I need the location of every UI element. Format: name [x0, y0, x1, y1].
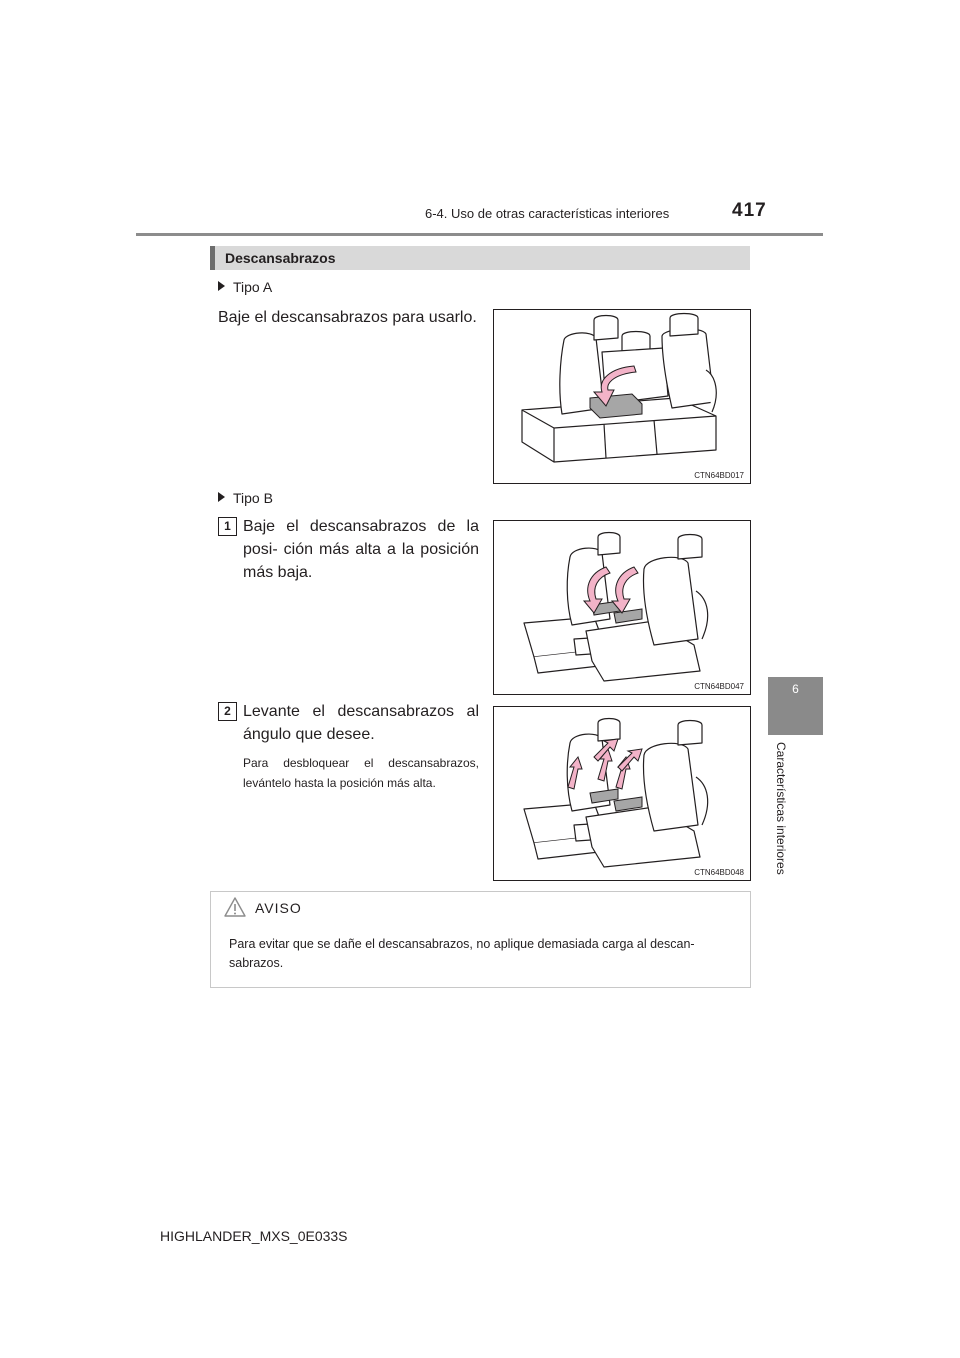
- header-section-title: 6-4. Uso de otras características interiores: [425, 206, 670, 221]
- warning-triangle-icon: [224, 897, 246, 917]
- chapter-label: [770, 742, 792, 892]
- section-heading: [210, 246, 750, 270]
- type-b-label: Tipo B: [233, 490, 273, 506]
- triangle-bullet-icon: [218, 492, 225, 502]
- type-b-bullet: [218, 490, 273, 506]
- triangle-bullet-icon: [218, 281, 225, 291]
- captain-seats-lower-armrest-illustration: [494, 521, 750, 694]
- chapter-number: 6: [792, 682, 799, 696]
- footer-doc-code: HIGHLANDER_MXS_0E033S: [160, 1228, 348, 1244]
- figure-b1-code: CTN64BD047: [694, 682, 744, 691]
- warning-text: Para evitar que se dañe el descansabrazos, no aplique demasiada carga al descan- sabrazos.: [229, 937, 695, 970]
- step-2-note: Para desbloquear el descansabrazos, levántelo hasta la posición más alta.: [243, 756, 479, 790]
- step-2-text: Levante el descansabrazos al ángulo que desee.: [243, 703, 479, 743]
- rear-seat-armrest-illustration: [494, 310, 750, 483]
- type-a-label: Tipo A: [233, 279, 273, 295]
- page-number: 417: [732, 200, 767, 221]
- step-1-badge: 1: [218, 517, 237, 536]
- chapter-label-text: Características interiores: [774, 742, 788, 875]
- type-a-bullet: [218, 279, 272, 295]
- header-rule: [136, 233, 823, 236]
- figure-step-1: [493, 520, 751, 695]
- captain-seats-raise-armrest-illustration: [494, 707, 750, 880]
- step-1-text: Baje el descansabrazos de la posi- ción más alta a la posición más baja.: [243, 518, 479, 581]
- figure-type-a: [493, 309, 751, 484]
- type-a-text: Baje el descansabrazos para usarlo.: [218, 309, 477, 326]
- step-2-badge: 2: [218, 702, 237, 721]
- figure-a-code: CTN64BD017: [694, 471, 744, 480]
- figure-b2-code: CTN64BD048: [694, 868, 744, 877]
- warning-title: AVISO: [255, 900, 302, 916]
- section-title: Descansabrazos: [225, 250, 336, 266]
- figure-step-2: [493, 706, 751, 881]
